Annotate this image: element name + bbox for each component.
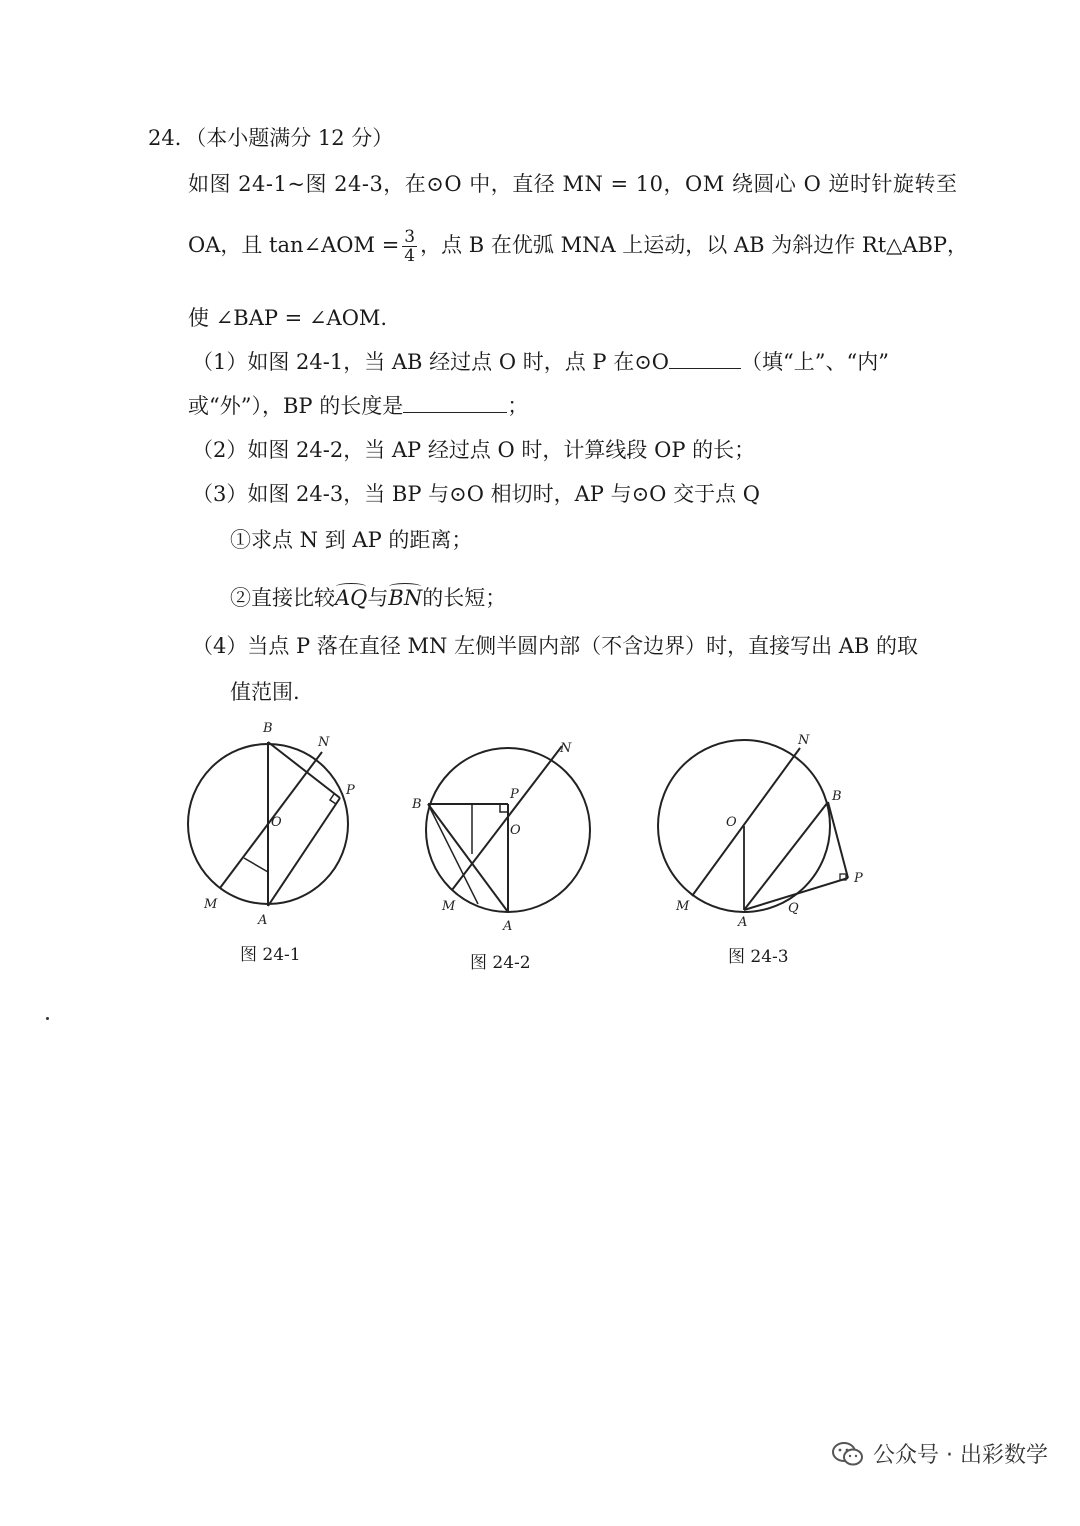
figure-24-3 (648, 724, 878, 934)
problem-header: 24．（本小题满分 12 分） (148, 126, 394, 150)
segment-ab (744, 802, 828, 910)
q3-2-text-c: 的长短； (422, 586, 507, 610)
question-3-part-2 (230, 582, 506, 612)
question-2: （2）如图 24-2，当 AP 经过点 O 时，计算线段 OP 的长； (192, 438, 756, 462)
q3-2-text-a: ②直接比较 (230, 586, 335, 610)
label-a: A (503, 919, 513, 934)
tan-denominator: 4 (404, 246, 416, 266)
label-m: M (204, 897, 218, 912)
wechat-icon (831, 1441, 865, 1467)
label-m: M (442, 899, 456, 914)
q1-blank-1 (669, 368, 741, 369)
label-m: M (676, 899, 690, 914)
label-n: N (798, 733, 810, 748)
perpendicular-a (244, 858, 268, 872)
label-o: O (510, 823, 521, 838)
label-n: N (318, 735, 330, 750)
caption-24-3: 图 24-3 (728, 947, 789, 967)
tangent-bp (828, 802, 848, 878)
label-p: P (854, 871, 863, 886)
footer-text: 公众号 · 出彩数学 (873, 1443, 1048, 1468)
figure-24-1 (176, 712, 366, 932)
tan-numerator: 3 (404, 227, 416, 247)
intro-line-2b: ，点 B 在优弧 MNA 上运动，以 AB 为斜边作 Rt△ABP， (420, 233, 969, 257)
label-b: B (263, 721, 273, 736)
question-4-line-2: 值范围. (230, 680, 300, 704)
segment-ab (428, 804, 508, 912)
q1-text-c: 或“外”），BP 的长度是 (188, 394, 404, 418)
right-angle-p (330, 794, 336, 804)
q3-2-text-b: 与 (367, 586, 389, 610)
label-a: A (258, 913, 268, 928)
question-3-part-1: ①求点 N 到 AP 的距离； (230, 528, 473, 552)
segment-bp (268, 742, 340, 798)
q1-text-a: （1）如图 24-1，当 AB 经过点 O 时，点 P 在⊙O (192, 350, 670, 374)
figure-24-2 (404, 726, 604, 938)
question-1-line-1 (192, 346, 889, 376)
arc-bn: BN (388, 586, 423, 610)
q1-blank-2 (403, 412, 507, 413)
q1-text-b: （填“上”、“内” (741, 350, 889, 374)
caption-24-1: 图 24-1 (240, 945, 301, 965)
diameter-mn (692, 748, 800, 896)
label-p: P (510, 787, 519, 802)
tan-fraction (402, 228, 417, 265)
footer-watermark (831, 1438, 1048, 1469)
label-o: O (271, 815, 282, 830)
intro-line-1: 如图 24-1~图 24-3，在⊙O 中，直径 MN = 10，OM 绕圆心 O 逆时针旋转至 (188, 172, 958, 196)
right-angle-p (500, 804, 508, 812)
intro-line-2 (188, 228, 968, 265)
label-p: P (346, 783, 355, 798)
label-b: B (412, 797, 422, 812)
q1-text-d: ； (507, 394, 529, 418)
caption-24-2: 图 24-2 (470, 953, 531, 973)
question-1-line-2 (188, 390, 528, 420)
label-b: B (832, 789, 842, 804)
question-3: （3）如图 24-3，当 BP 与⊙O 相切时，AP 与⊙O 交于点 Q (192, 482, 760, 506)
intro-line-2a: OA，且 tan∠AOM = (188, 233, 400, 257)
intro-line-3: 使 ∠BAP = ∠AOM. (188, 306, 388, 330)
stray-dot (46, 1017, 49, 1020)
label-n: N (560, 741, 572, 756)
label-q: Q (788, 901, 799, 916)
label-a: A (738, 915, 748, 930)
label-o: O (726, 815, 737, 830)
question-4-line-1: （4）当点 P 落在直径 MN 左侧半圆内部（不含边界）时，直接写出 AB 的取 (192, 634, 919, 658)
arc-aq: AQ (335, 586, 368, 610)
